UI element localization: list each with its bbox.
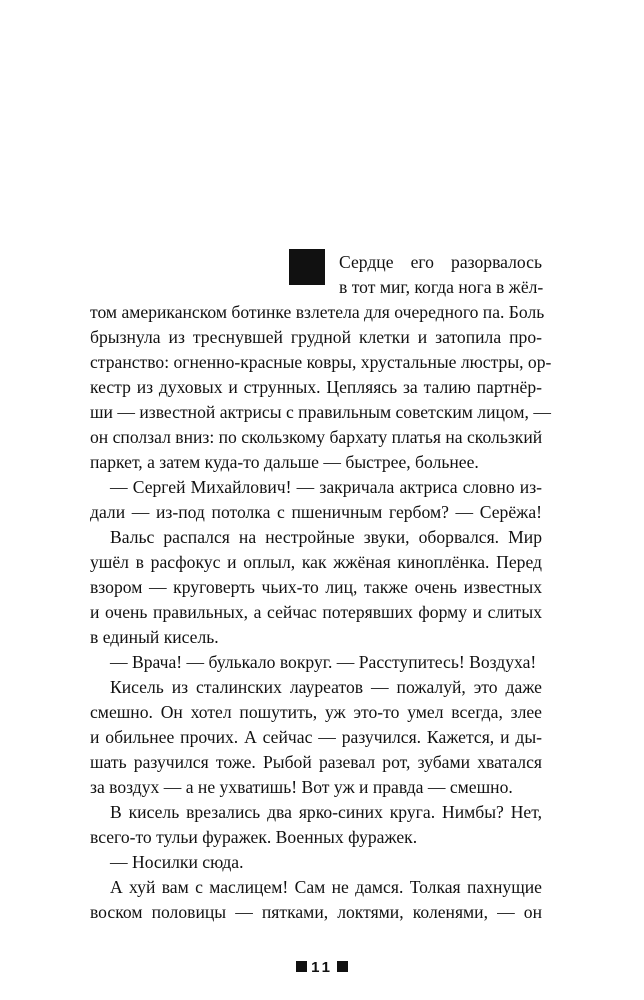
text-line: за воздух — а не ухватишь! Вот уж и правда — смешно. <box>90 777 513 797</box>
text-line: — Носилки сюда. <box>110 852 244 872</box>
text-line: он сползал вниз: по скользкому бархату платья на скользкий <box>90 427 543 447</box>
text-line: брызнула из треснувшей грудной клетки и затопила про- <box>90 327 542 347</box>
text-line: паркет, а затем куда-то дальше — быстрее, больнее. <box>90 452 479 472</box>
text-line: в единый кисель. <box>90 627 219 647</box>
text-line: Кисель из сталинских лауреатов — пожалуй, это даже <box>110 677 542 697</box>
text-line: странство: огненно-красные ковры, хрустальные люстры, ор- <box>90 352 552 372</box>
text-line: — Врача! — булькало вокруг. — Расступитесь! Воздуха! <box>110 652 537 672</box>
text-line: кестр из духовых и струнных. Цепляясь за талию партнёр- <box>90 377 542 397</box>
text-line: ушёл в расфокус и оплыл, как жжёная киноплёнка. Перед <box>90 552 542 572</box>
text-line: и очень правильных, а сейчас потерявших форму и слитых <box>90 602 542 622</box>
text-line: А хуй вам с маслицем! Сам не дамся. Толкая пахнущие <box>110 877 542 897</box>
folio-square-right-icon <box>337 961 348 972</box>
text-line: и обильнее прочих. А сейчас — разучился. Кажется, и ды- <box>90 727 542 747</box>
text-line: всего-то тульи фуражек. Военных фуражек. <box>90 827 418 847</box>
text-line: — Сергей Михайлович! — закричала актриса словно из- <box>110 477 542 497</box>
text-line: Вальс распался на нестройные звуки, оборвался. Мир <box>110 527 542 547</box>
text-line: шать разучился тоже. Рыбой разевал рот, зубами хватался <box>90 752 542 772</box>
page-footer <box>0 958 644 978</box>
text-line: том американском ботинке взлетела для очередного па. Боль <box>90 302 545 322</box>
text-line: В кисель врезались два ярко-синих круга. Нимбы? Нет, <box>110 802 542 822</box>
text-line: в тот миг, когда нога в жёл- <box>339 277 544 297</box>
text-line: воском половицы — пятками, локтями, коленями, — он <box>90 902 542 922</box>
text-line: ши — известной актрисы с правильным советским лицом, — <box>90 402 551 422</box>
text-line: дали — из-под потолка с пшеничным гербом? — Серёжа! <box>90 502 542 522</box>
text-line: смешно. Он хотел пошутить, уж это-то умел всегда, злее <box>90 702 542 722</box>
folio-square-left-icon <box>296 961 307 972</box>
text-line: Сердце его разорвалось <box>339 252 542 272</box>
chapter-start-block <box>289 249 325 285</box>
page-number: 11 <box>311 959 333 976</box>
text-line: взором — круговерть чьих-то лиц, также очень известных <box>90 577 542 597</box>
